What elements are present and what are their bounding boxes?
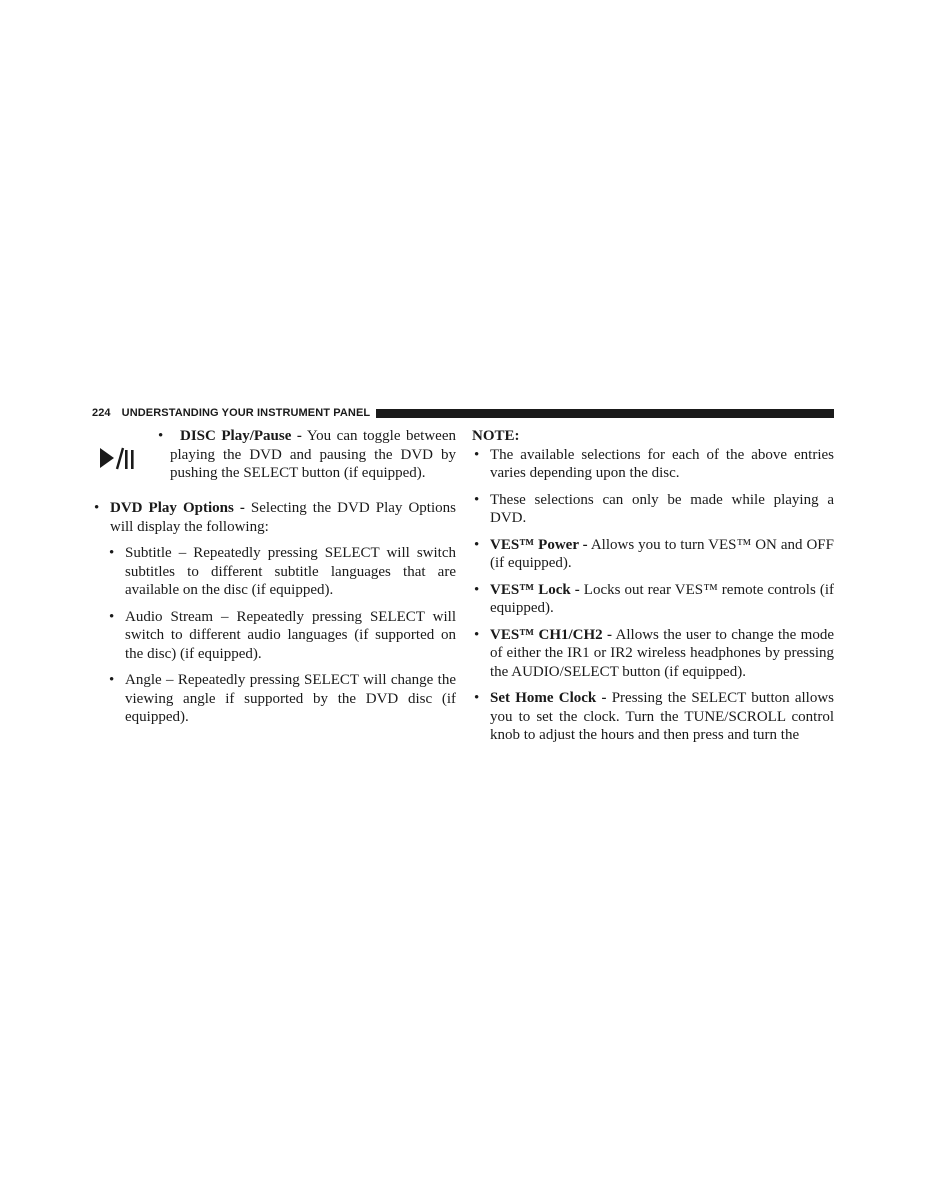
sub-item-text: Subtitle – Repeatedly pressing SELECT will switch subtitles to different subtitle languages that are available on the disc (if equipped). <box>125 545 456 598</box>
item-description: Allows you to turn VES™ ON and OFF (if equipped). <box>490 536 834 571</box>
sub-item-subtitle <box>92 544 456 600</box>
page-number: 224 <box>92 407 111 419</box>
bullet: • <box>474 581 480 598</box>
set-home-clock-item <box>472 689 834 745</box>
item-term: VES™ CH1/CH2 - <box>490 626 613 643</box>
disc-play-pause-item <box>92 427 456 483</box>
disc-description: You can toggle between playing the DVD and pausing the DVD by pushing the SELECT button (if equipped). <box>170 428 456 481</box>
bullet: • <box>94 500 100 516</box>
ves-power-text <box>490 536 834 573</box>
dvd-options-term: DVD Play Options - <box>110 500 245 516</box>
note-item <box>472 491 834 528</box>
bullet: • <box>474 536 480 553</box>
note-item-text: The available selections for each of the above entries varies depending upon the disc. <box>490 446 834 481</box>
item-term: Set Home Clock - <box>490 690 607 706</box>
sub-item-text: Angle – Repeatedly pressing SELECT will change the viewing angle if supported by the DVD disc (if equipped). <box>125 672 456 725</box>
ves-channel-text <box>490 626 834 682</box>
bullet: • <box>474 446 480 463</box>
dvd-options-description: Selecting the DVD Play Options will display the following: <box>110 500 456 535</box>
sub-item-audio-stream <box>92 608 456 664</box>
note-item <box>472 446 834 483</box>
ves-power-item <box>472 536 834 573</box>
item-description: Allows the user to change the mode of either the IR1 or IR2 wireless headphones by pressing the AUDIO/SELECT button (if equipped). <box>490 626 835 680</box>
section-title: UNDERSTANDING YOUR INSTRUMENT PANEL <box>121 407 371 419</box>
note-item-text: These selections can only be made while playing a DVD. <box>490 491 834 526</box>
bullet: • <box>474 491 480 508</box>
left-column <box>92 427 456 727</box>
right-column <box>472 427 834 745</box>
ves-lock-text <box>490 581 834 618</box>
dvd-options-item <box>92 499 456 536</box>
item-description: Locks out rear VES™ remote controls (if equipped). <box>490 581 834 616</box>
bullet: • <box>109 608 115 625</box>
sub-item-angle <box>92 671 456 727</box>
bullet: • <box>474 690 480 706</box>
play-pause-icon <box>100 446 134 472</box>
item-description: Pressing the SELECT button allows you to set the clock. Turn the TUNE/SCROLL control knob to adjust the hours and then press and turn the <box>490 690 834 743</box>
bullet: • <box>109 545 115 561</box>
header-rule <box>376 409 834 418</box>
set-home-clock-text <box>490 689 834 745</box>
sub-item-text: Audio Stream – Repeatedly pressing SELECT will switch to different audio languages (if supported on the disc) (if equipped). <box>125 608 456 662</box>
bullet: • <box>109 672 115 688</box>
item-term: VES™ Lock - <box>490 581 580 598</box>
disc-term: DISC Play/Pause - <box>180 428 302 444</box>
ves-lock-item <box>472 581 834 618</box>
bullet: • <box>158 428 164 444</box>
note-label: NOTE: <box>472 428 520 444</box>
bullet: • <box>474 626 480 643</box>
page-header <box>92 406 834 420</box>
disc-text <box>170 427 456 483</box>
dvd-options-text <box>110 499 456 536</box>
ves-channel-item <box>472 626 834 682</box>
item-term: VES™ Power - <box>490 536 588 553</box>
